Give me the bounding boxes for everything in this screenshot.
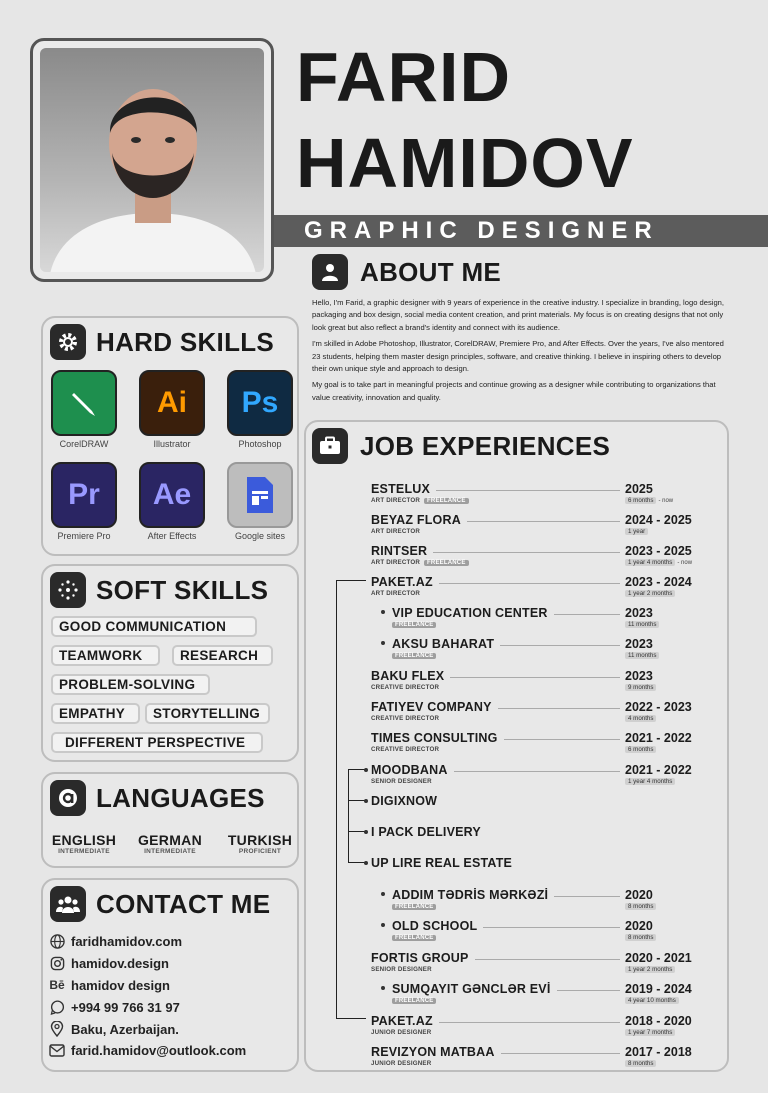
job-duration xyxy=(625,497,673,504)
briefcase-icon xyxy=(312,428,348,464)
photoshop-icon: Ps xyxy=(227,370,293,436)
language-name: TURKISH xyxy=(227,832,293,848)
skill-label: After Effects xyxy=(147,531,197,541)
job-company: TIMES CONSULTING xyxy=(371,731,498,745)
job-leader-line xyxy=(475,959,620,960)
job-title xyxy=(371,1029,431,1036)
job-company: FORTIS GROUP xyxy=(371,951,469,965)
freelance-badge: FREELANCE xyxy=(424,560,468,566)
job-duration xyxy=(625,746,656,753)
job-entry xyxy=(0,700,768,730)
job-leader-line xyxy=(439,1022,620,1023)
job-company: VIP EDUCATION CENTER xyxy=(392,606,548,620)
branch-connector xyxy=(348,769,349,863)
about-text xyxy=(312,297,732,408)
job-leader-line xyxy=(554,896,620,897)
about-paragraph: I'm skilled in Adobe Photoshop, Illustrator, CorelDRAW, Premiere Pro, and After Effects. Over the years, I've also mentored 23 students, helping them master design principles, software, and creative thinking. I believe in inspiring others to develop their own unique style and approach to design. xyxy=(312,339,724,374)
job-company: FATIYEV COMPANY xyxy=(371,700,492,714)
job-duration xyxy=(625,684,656,691)
job-entry xyxy=(0,919,768,949)
job-title xyxy=(392,621,436,628)
job-company: PAKET.AZ xyxy=(371,575,433,589)
job-title-text: ART DIRECTOR xyxy=(371,497,421,504)
job-entry xyxy=(0,794,768,824)
job-title xyxy=(371,590,420,597)
skill-label: Photoshop xyxy=(238,439,282,449)
about-title: ABOUT ME xyxy=(360,256,502,287)
jobs-title: JOB EXPERIENCES xyxy=(360,430,611,461)
job-duration-note: - now xyxy=(677,560,693,566)
soft-skills-title: SOFT SKILLS xyxy=(96,574,269,605)
profile-photo-frame xyxy=(30,38,274,282)
job-leader-line xyxy=(439,583,620,584)
hard-skills-heading xyxy=(50,324,274,360)
job-company: SUMQAYIT GƏNCLƏR EVİ xyxy=(392,982,551,996)
job-years: 2018 - 2020 xyxy=(625,1014,692,1028)
job-title xyxy=(371,746,439,753)
job-company: ADDIM TƏDRİS MƏRKƏZİ xyxy=(392,888,549,902)
job-title xyxy=(371,528,420,535)
after-effects-icon: Ae xyxy=(139,462,205,528)
job-company: BAKU FLEX xyxy=(371,669,445,683)
job-duration-note: - now xyxy=(658,498,674,504)
job-title xyxy=(392,652,436,659)
soft-skill-chip: STORYTELLING xyxy=(145,703,270,724)
skill-illustrator xyxy=(139,370,205,449)
job-company: UP LIRE REAL ESTATE xyxy=(371,856,513,870)
job-entry xyxy=(0,482,768,512)
job-leader-line xyxy=(436,490,620,491)
job-years: 2019 - 2024 xyxy=(625,982,692,996)
job-leader-line xyxy=(433,552,620,553)
job-duration xyxy=(625,590,675,597)
job-entry xyxy=(0,856,768,886)
job-leader-line xyxy=(483,927,620,928)
job-company: ESTELUX xyxy=(371,482,431,496)
job-title-text: CREATIVE DIRECTOR xyxy=(371,715,440,722)
job-duration-value: 4 months xyxy=(625,715,656,722)
soft-skill-chip: PROBLEM-SOLVING xyxy=(51,674,210,695)
job-years: 2025 xyxy=(625,482,653,496)
job-entry xyxy=(0,575,768,605)
job-leader-line xyxy=(557,990,620,991)
job-duration-value: 1 year 2 months xyxy=(625,966,675,973)
timeline-connector xyxy=(336,580,366,581)
job-title-text: ART DIRECTOR xyxy=(371,528,421,535)
job-company: MOODBANA xyxy=(371,763,448,777)
freelance-badge: FREELANCE xyxy=(392,653,436,659)
job-company: PAKET.AZ xyxy=(371,1014,433,1028)
gear-icon xyxy=(50,324,86,360)
job-duration-value: 1 year xyxy=(625,528,648,535)
jobs-heading xyxy=(312,428,610,464)
job-entry xyxy=(0,731,768,761)
job-duration xyxy=(625,778,675,785)
job-duration-value: 11 months xyxy=(625,652,659,659)
job-leader-line xyxy=(467,521,620,522)
premiere-icon: Pr xyxy=(51,462,117,528)
job-duration-value: 1 year 4 months xyxy=(625,778,675,785)
job-duration xyxy=(625,652,659,659)
job-duration xyxy=(625,1060,656,1067)
contact-text: hamidov design xyxy=(71,977,170,993)
contact-text: Baku, Azerbaijan. xyxy=(71,1021,179,1037)
job-company: I PACK DELIVERY xyxy=(371,825,481,839)
job-title xyxy=(371,715,439,722)
job-title-text: CREATIVE DIRECTOR xyxy=(371,684,440,691)
language-level: INTERMEDIATE xyxy=(58,848,110,855)
soft-skill-chip: GOOD COMMUNICATION xyxy=(51,616,257,637)
job-entry xyxy=(0,982,768,1012)
job-title xyxy=(371,559,469,566)
hard-skills-title: HARD SKILLS xyxy=(96,326,275,357)
job-duration-value: 1 year 7 months xyxy=(625,1029,675,1036)
skill-coreldraw xyxy=(51,370,117,449)
job-leader-line xyxy=(450,677,620,678)
job-leader-line xyxy=(501,1053,620,1054)
job-title xyxy=(371,966,432,973)
freelance-badge: FREELANCE xyxy=(392,998,436,1004)
job-years: 2023 xyxy=(625,606,653,620)
job-leader-line xyxy=(500,645,620,646)
job-duration-value: 6 months xyxy=(625,746,656,753)
contact-text: hamidov.design xyxy=(71,955,169,971)
contact-title: CONTACT ME xyxy=(96,888,271,919)
contact-text: faridhamidov.com xyxy=(71,933,183,949)
job-duration xyxy=(625,559,692,566)
job-entry xyxy=(0,1014,768,1044)
skill-label: Premiere Pro xyxy=(57,531,111,541)
about-paragraph: My goal is to take part in meaningful projects and continue growing as a designer while contributing to organizations that value creativity, innovation and quality. xyxy=(312,380,716,402)
job-duration-value: 8 months xyxy=(625,903,656,910)
job-title xyxy=(371,684,439,691)
language-level: PROFICIENT xyxy=(238,848,282,855)
skill-label: Illustrator xyxy=(153,439,191,449)
job-duration-value: 8 months xyxy=(625,934,656,941)
job-years: 2017 - 2018 xyxy=(625,1045,692,1059)
freelance-badge: FREELANCE xyxy=(392,622,436,628)
job-title-text: SENIOR DESIGNER xyxy=(371,966,432,973)
job-title xyxy=(392,997,436,1004)
job-duration xyxy=(625,997,679,1004)
language-name: ENGLISH xyxy=(51,832,117,848)
job-years: 2020 xyxy=(625,919,653,933)
job-title-text: ART DIRECTOR xyxy=(371,590,421,597)
job-duration-value: 8 months xyxy=(625,1060,656,1067)
job-company: AKSU BAHARAT xyxy=(392,637,495,651)
role-banner: GRAPHIC DESIGNER xyxy=(274,215,768,247)
job-company: REVIZYON MATBAA xyxy=(371,1045,495,1059)
job-entry xyxy=(0,513,768,543)
job-title-text: JUNIOR DESIGNER xyxy=(371,1060,432,1067)
job-title-text: JUNIOR DESIGNER xyxy=(371,1029,432,1036)
job-entry xyxy=(0,1042,768,1075)
job-leader-line xyxy=(454,771,620,772)
job-entry xyxy=(0,669,768,699)
job-title xyxy=(371,778,432,785)
job-years: 2024 - 2025 xyxy=(625,513,692,527)
job-entry xyxy=(0,888,768,918)
freelance-badge: FREELANCE xyxy=(424,498,468,504)
job-title-text: SENIOR DESIGNER xyxy=(371,778,432,785)
portrait-illustration xyxy=(40,48,264,272)
job-years: 2021 - 2022 xyxy=(625,763,692,777)
job-duration xyxy=(625,715,656,722)
job-entry xyxy=(0,637,768,667)
contact-text: +994 99 766 31 97 xyxy=(71,999,180,1015)
job-duration-value: 1 year 2 months xyxy=(625,590,675,597)
job-entry xyxy=(0,951,768,981)
language-level: INTERMEDIATE xyxy=(144,848,196,855)
job-years: 2023 xyxy=(625,669,653,683)
job-duration-value: 11 months xyxy=(625,621,659,628)
job-company: DIGIXNOW xyxy=(371,794,438,808)
soft-skill-chip: TEAMWORK xyxy=(51,645,160,666)
job-leader-line xyxy=(504,739,620,740)
job-company: RINTSER xyxy=(371,544,428,558)
timeline-connector xyxy=(336,1018,366,1019)
coreldraw-icon xyxy=(51,370,117,436)
job-duration xyxy=(625,934,656,941)
branch-node xyxy=(364,799,368,803)
branch-node xyxy=(364,830,368,834)
skill-label: CorelDRAW xyxy=(59,439,109,449)
job-duration xyxy=(625,528,648,535)
freelance-badge: FREELANCE xyxy=(392,904,436,910)
job-years: 2023 xyxy=(625,637,653,651)
job-years: 2022 - 2023 xyxy=(625,700,692,714)
job-duration-value: 1 year 4 months xyxy=(625,559,675,566)
job-duration-value: 9 months xyxy=(625,684,656,691)
soft-skill-chip: RESEARCH xyxy=(172,645,273,666)
job-entry xyxy=(0,544,768,574)
job-duration-value: 4 year 10 months xyxy=(625,997,679,1004)
soft-skill-chip: DIFFERENT PERSPECTIVE xyxy=(51,732,263,753)
job-title xyxy=(392,903,436,910)
job-company: BEYAZ FLORA xyxy=(371,513,461,527)
job-years: 2020 - 2021 xyxy=(625,951,692,965)
job-title xyxy=(371,497,469,504)
illustrator-icon: Ai xyxy=(139,370,205,436)
job-duration xyxy=(625,903,656,910)
job-company: OLD SCHOOL xyxy=(392,919,478,933)
job-entry xyxy=(0,606,768,636)
job-duration xyxy=(625,966,675,973)
job-years: 2023 - 2025 xyxy=(625,544,692,558)
language-name: GERMAN xyxy=(137,832,203,848)
skill-label: Google sites xyxy=(234,531,286,541)
job-title-text: CREATIVE DIRECTOR xyxy=(371,746,440,753)
freelance-badge: FREELANCE xyxy=(392,935,436,941)
languages-title: LANGUAGES xyxy=(96,782,265,813)
job-duration-value: 6 months xyxy=(625,497,656,504)
job-years: 2023 - 2024 xyxy=(625,575,692,589)
timeline-connector xyxy=(336,580,337,1018)
branch-node xyxy=(364,861,368,865)
job-leader-line xyxy=(554,614,620,615)
job-duration xyxy=(625,1029,675,1036)
job-title xyxy=(371,1060,431,1067)
job-entry xyxy=(0,763,768,793)
about-paragraph: Hello, I'm Farid, a graphic designer with 9 years of experience in the creative industry. I specialize in branding, logo design, packaging and box design, social media content creation, and print materials. My focus is on creating designs that not only look great but also reflect a brand's identity and connect with its audience. xyxy=(312,298,725,332)
job-title-text: ART DIRECTOR xyxy=(371,559,421,566)
job-entry xyxy=(0,825,768,855)
about-heading xyxy=(312,254,501,290)
soft-skill-chip: EMPATHY xyxy=(51,703,140,724)
first-name: FARID xyxy=(296,38,511,116)
skill-photoshop xyxy=(227,370,293,449)
behance-icon: Bē xyxy=(49,978,65,992)
job-years: 2021 - 2022 xyxy=(625,731,692,745)
job-years: 2020 xyxy=(625,888,653,902)
contact-text: farid.hamidov@outlook.com xyxy=(71,1042,247,1058)
branch-node xyxy=(364,768,368,772)
last-name: HAMIDOV xyxy=(296,124,634,202)
person-icon xyxy=(312,254,348,290)
job-title xyxy=(392,934,436,941)
job-duration xyxy=(625,621,659,628)
job-leader-line xyxy=(498,708,620,709)
profile-photo xyxy=(40,48,264,272)
